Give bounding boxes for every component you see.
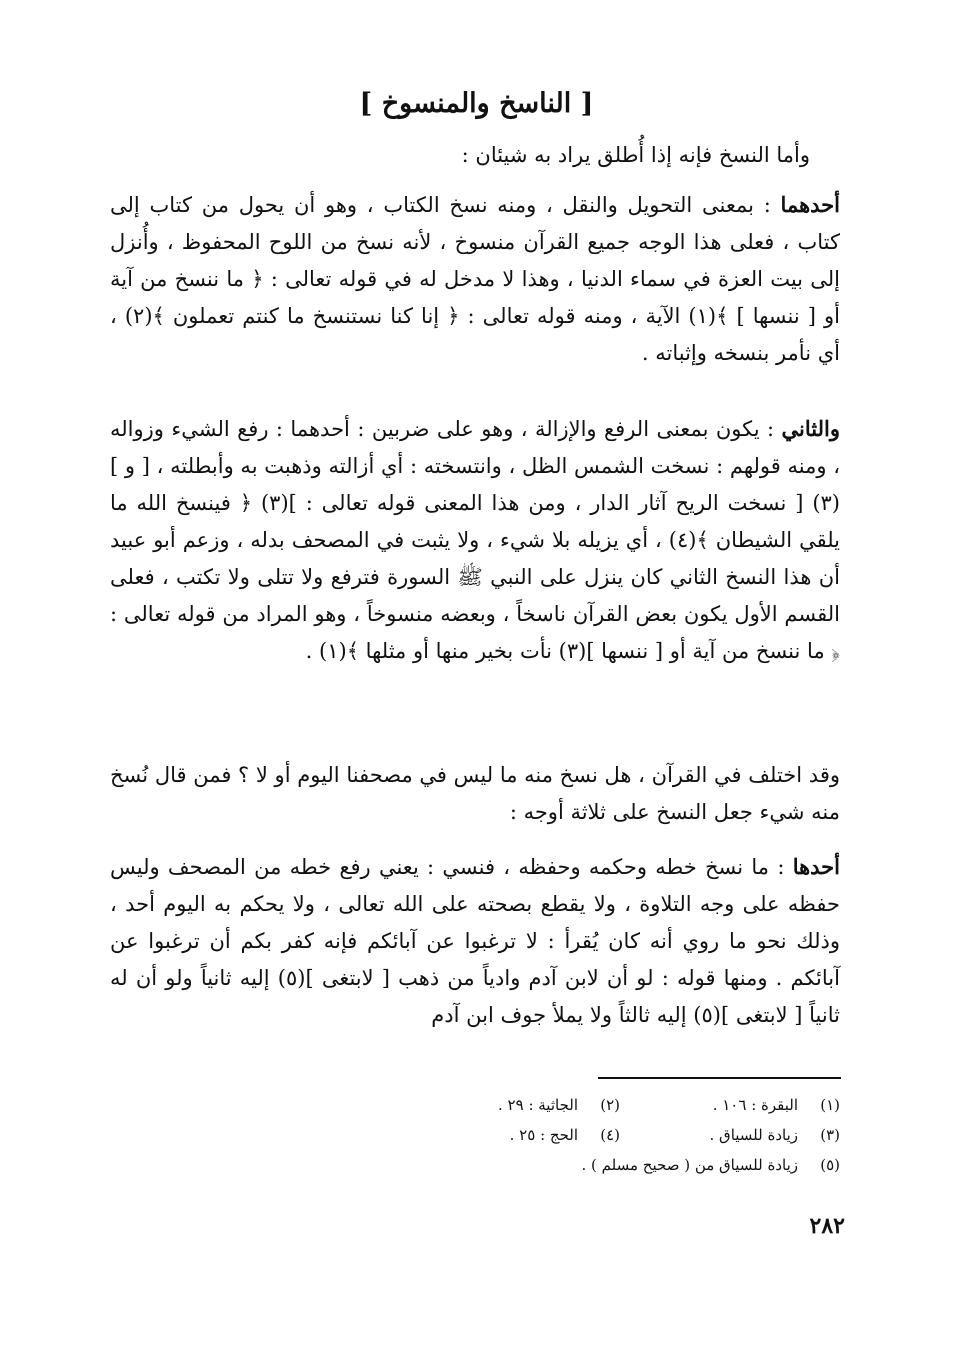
footnote-number: (٣) [820, 1126, 840, 1144]
page-number: ٢٨٢ [809, 1213, 845, 1239]
footnote-number: (١) [820, 1096, 840, 1114]
footnote-text: زيادة للسياق . [709, 1126, 798, 1144]
paragraph-first-meaning [110, 186, 840, 372]
intro-text: وأما النسخ فإنه إذا أُطلق يراد به شيئان : [461, 143, 810, 167]
footnote [400, 1090, 620, 1120]
footnotes [400, 1090, 840, 1180]
paragraph-lead: والثاني [781, 416, 840, 441]
footnote-row [400, 1090, 840, 1120]
section-heading: [ الناسخ والمنسوخ ] [359, 88, 594, 119]
footnote-text: الجاثية : ٢٩ . [498, 1096, 578, 1114]
footnote-row [400, 1150, 840, 1180]
paragraph-body: وقد اختلف في القرآن ، هل نسخ منه ما ليس في مصحفنا اليوم أو لا ؟ فمن قال نُسخ منه شيء جعل النسخ على ثلاثة أوجه : [110, 763, 840, 824]
footnote-number: (٤) [600, 1126, 620, 1144]
paragraph-disagreement [110, 757, 840, 831]
footnote [400, 1150, 840, 1180]
footnote [620, 1120, 840, 1150]
footnote-row [400, 1120, 840, 1150]
paragraph-lead: أحدهما [780, 192, 840, 217]
footnote [400, 1120, 620, 1150]
paragraph-first-type [110, 848, 840, 1034]
intro-paragraph [110, 137, 840, 174]
paragraph-body: : يكون بمعنى الرفع والإزالة ، وهو على ضربين : أحدهما : رفع الشيء وزواله ، ومنه قولهم : نسخت الشمس الظل ، وانتسخته : أي أزالته وذهبت به وأبطلته ، [ و ](٣) [ نسخت الريح آثار الدار ، ومن هذا المعنى قوله تعالى : ](٣) ﴿ فينسخ الله ما يلقي الشيطان ﴾(٤) ، أي يزيله بلا شيء ، ولا يثبت في المصحف بدله ، وزعم أبو عبيد أن هذا النسخ الثاني كان ينزل على النبي ﷺ السورة فترفع ولا تتلى ولا تكتب ، فعلى القسم الأول يكون بعض القرآن ناسخاً ، وبعضه منسوخاً ، وهو المراد من قوله تعالى : ﴿ ما ننسخ من آية أو [ ننسها ](٣) نأت بخير منها أو مثلها ﴾(١) . [110, 417, 841, 663]
paragraph-lead: أحدها [792, 854, 840, 879]
footnote-text: الحج : ٢٥ . [509, 1126, 578, 1144]
footnote-number: (٢) [600, 1096, 620, 1114]
paragraph-body: : ما نسخ خطه وحكمه وحفظه ، فنسي : يعني رفع خطه من المصحف وليس حفظه على وجه التلاوة ، ولا يقطع بصحته على الله تعالى ، ولا يحكم به اليوم أحد ، وذلك نحو ما روي أنه كان يُقرأ : لا ترغبوا عن آبائكم فإنه كفر بكم أن ترغبوا عن آبائكم . ومنها قوله : لو أن لابن آدم وادياً من ذهب [ لابتغى ](٥) إليه ثانياً ولو أن له ثانياً [ لابتغى ](٥) إليه ثالثاً ولا يملأ جوف ابن آدم [110, 855, 840, 1027]
footnote-number: (٥) [820, 1156, 840, 1174]
paragraph-body: : بمعنى التحويل والنقل ، ومنه نسخ الكتاب ، وهو أن يحول من كتاب إلى كتاب ، فعلى هذا الوجه جميع القرآن منسوخ ، لأنه نسخ من اللوح المحفوظ ، وأُنزل إلى بيت العزة في سماء الدنيا ، وهذا لا مدخل له في قوله تعالى : ﴿ ما ننسخ من آية أو [ ننسها ] ﴾(١) الآية ، ومنه قوله تعالى : ﴿ إنا كنا نستنسخ ما كنتم تعملون ﴾(٢) ، أي نأمر بنسخه وإثباته . [110, 193, 840, 365]
footnote-text: زيادة للسياق من ( صحيح مسلم ) . [581, 1156, 798, 1174]
footnote [620, 1090, 840, 1120]
footnote-text: البقرة : ١٠٦ . [712, 1096, 798, 1114]
footnote-divider [598, 1077, 841, 1079]
paragraph-second-meaning [110, 410, 840, 670]
